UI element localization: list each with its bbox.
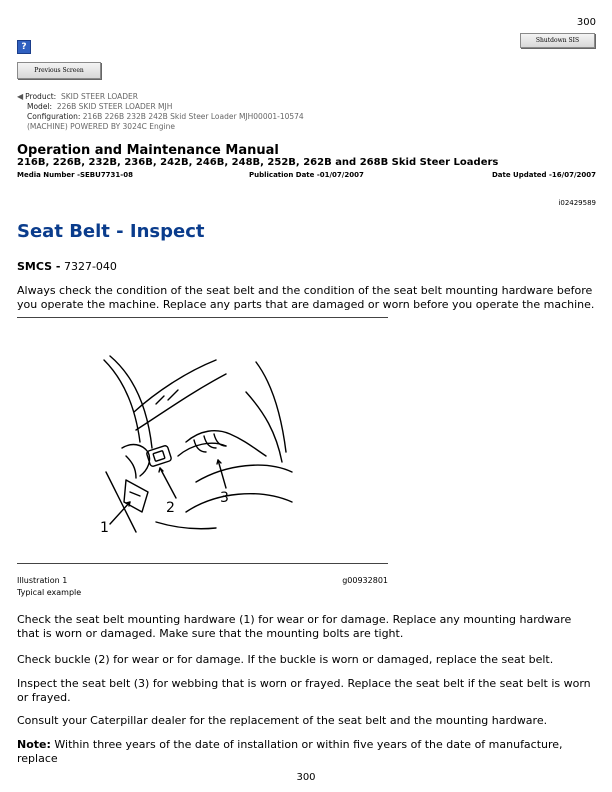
caption-id: g00932801: [342, 576, 388, 585]
page-title: Seat Belt - Inspect: [17, 221, 205, 242]
paragraph-seat-belt: Inspect the seat belt (3) for webbing that is worn or frayed. Replace the seat belt if the seat belt is worn or frayed.: [17, 677, 591, 704]
config-value: 216B 226B 232B 242B Skid Steer Loader MJH00001-10574: [82, 112, 304, 121]
divider: [17, 563, 388, 564]
smcs-code: SMCS - 7327-040: [17, 260, 117, 273]
manual-subtitle: 216B, 226B, 232B, 236B, 242B, 246B, 248B, 252B, 262B and 268B Skid Steer Loaders: [17, 157, 499, 168]
shutdown-sis-button[interactable]: Shutdown SIS: [520, 33, 595, 48]
media-info-row: [17, 171, 596, 179]
note-label: Note:: [17, 738, 51, 751]
intro-paragraph: Always check the condition of the seat belt and the condition of the seat belt mounting hardware before you operate the machine. Replace any parts that are damaged or worn before you operate the machine.: [17, 284, 595, 311]
publication-date: Publication Date -01/07/2007: [249, 171, 364, 179]
page-number-bottom: 300: [296, 772, 316, 783]
media-number: Media Number -SEBU7731-08: [17, 171, 133, 179]
product-value: SKID STEER LOADER: [60, 92, 138, 101]
caption-text: Typical example: [17, 588, 82, 597]
previous-screen-button[interactable]: Previous Screen: [17, 62, 101, 79]
paragraph-mounting-hardware: Check the seat belt mounting hardware (1) for wear or for damage. Replace any mounting hardware that is worn or damaged. Make sure that the mounting bolts are tight.: [17, 613, 572, 640]
illustration-caption: [17, 575, 388, 599]
back-arrow-icon[interactable]: ◀: [17, 92, 24, 101]
callout-3: 3: [220, 490, 229, 506]
config-value-2: (MACHINE) POWERED BY 3024C Engine: [27, 122, 175, 131]
divider: [17, 317, 388, 318]
paragraph-buckle: Check buckle (2) for wear or for damage. If the buckle is worn or damaged, replace the seat belt.: [17, 653, 554, 666]
caption-label: Illustration 1: [17, 576, 68, 585]
callout-1: 1: [100, 520, 109, 536]
product-metadata: ◀ Product: SKID STEER LOADER Model: 226B SKID STEER LOADER MJH Configuration: 216B 226B 232B 242B Skid Steer Loader MJH00001-10574 (MACHINE) POWERED BY 3024C Engine: [17, 92, 304, 131]
paragraph-dealer: Consult your Caterpillar dealer for the replacement of the seat belt and the mounting hardware.: [17, 714, 548, 727]
document-id: i02429589: [558, 199, 596, 207]
page-number-top: 300: [576, 17, 596, 28]
model-value: 226B SKID STEER LOADER MJH: [56, 102, 173, 111]
callout-2: 2: [166, 500, 175, 516]
help-icon[interactable]: ?: [17, 40, 31, 54]
date-updated: Date Updated -16/07/2007: [491, 171, 596, 179]
manual-title: Operation and Maintenance Manual: [17, 143, 279, 158]
note-paragraph: Note: Within three years of the date of installation or within five years of the date of manufacture, replace: [17, 738, 563, 765]
seat-belt-illustration: [96, 352, 296, 542]
